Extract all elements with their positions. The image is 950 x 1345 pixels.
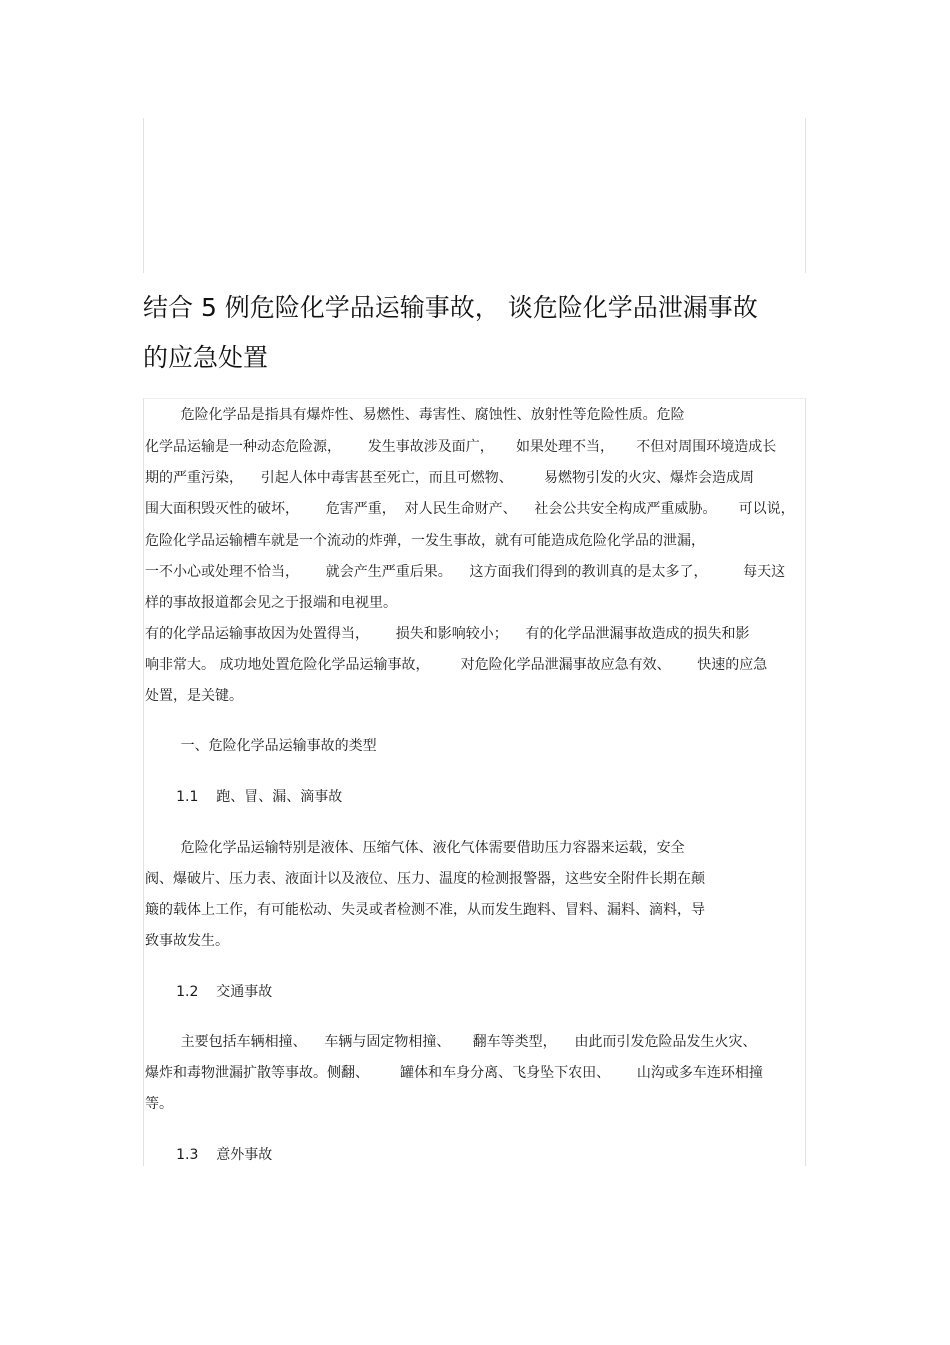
document-title xyxy=(143,283,823,383)
para2-line-1: 有的化学品运输事故因为处置得当， 损失和影响较小； 有的化学品泄漏事故造成的损失和影 xyxy=(145,626,750,642)
intro-line-3: 期的严重污染， 引起人体中毒害甚至死亡，而且可燃物、 易燃物引发的火灾、爆炸会造成周 xyxy=(145,470,754,486)
intro-line-7: 样的事故报道都会见之于报端和电视里。 xyxy=(145,595,397,611)
sub11-line-4: 致事故发生。 xyxy=(145,933,229,949)
para2-line-3: 处置，是关键。 xyxy=(145,688,243,704)
sub11-line-1: 危险化学品运输特别是液体、压缩气体、液化气体需要借助压力容器来运载，安全 xyxy=(145,840,685,856)
subsection-heading-1-2: 1.2 交通事故 xyxy=(145,984,273,1000)
sub12-line-2: 爆炸和毒物泄漏扩散等事故。侧翻、 罐体和车身分离、飞身坠下农田、 山沟或多车连环相撞 xyxy=(145,1065,763,1081)
intro-line-5: 危险化学品运输槽车就是一个流动的炸弹，一发生事故，就有可能造成危险化学品的泄漏， xyxy=(145,533,705,549)
sub12-line-1: 主要包括车辆相撞、 车辆与固定物相撞、 翻车等类型， 由此而引发危险品发生火灾、 xyxy=(145,1034,757,1050)
sub11-line-2: 阀、爆破片、压力表、液面计以及液位、压力、温度的检测报警器，这些安全附件长期在颠 xyxy=(145,871,705,887)
title-line-1: 结合 5 例危险化学品运输事故， 谈危险化学品泄漏事故 xyxy=(143,293,758,322)
subsection-heading-1-3: 1.3 意外事故 xyxy=(145,1147,273,1163)
subsection-heading-1-1: 1.1 跑、冒、漏、滴事故 xyxy=(145,789,343,805)
intro-line-4: 围大面积毁灭性的破坏， 危害严重， 对人民生命财产、 社会公共安全构成严重威胁。 可以说， xyxy=(145,501,795,517)
section-heading-1: 一、危险化学品运输事故的类型 xyxy=(145,738,377,754)
sub11-line-3: 簸的载体上工作，有可能松动、失灵或者检测不准，从而发生跑料、冒料、漏料、滴料，导 xyxy=(145,902,705,918)
title-line-2: 的应急处置 xyxy=(143,343,269,372)
sub12-line-3: 等。 xyxy=(145,1096,173,1112)
intro-line-1: 危险化学品是指具有爆炸性、易燃性、毒害性、腐蚀性、放射性等危险性质。危险 xyxy=(145,407,685,423)
intro-line-6: 一不小心或处理不恰当， 就会产生严重后果。 这方面我们得到的教训真的是太多了， 每天这 xyxy=(145,564,786,580)
intro-line-2: 化学品运输是一种动态危险源， 发生事故涉及面广， 如果处理不当， 不但对周围环境造成长 xyxy=(145,439,777,455)
para2-line-2: 响非常大。 成功地处置危险化学品运输事故， 对危险化学品泄漏事故应急有效、 快速的应急 xyxy=(145,657,768,673)
top-frame xyxy=(143,118,806,273)
